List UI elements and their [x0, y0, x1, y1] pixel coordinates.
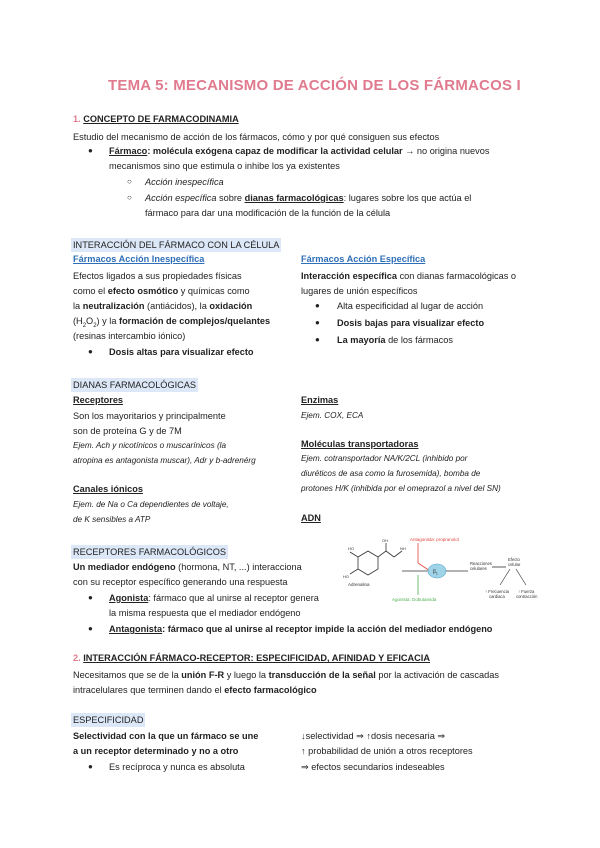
- t: ) y la: [96, 316, 120, 326]
- esp-line2: lugares de unión específicos: [301, 286, 418, 296]
- term-agonista: Agonista: [109, 593, 149, 603]
- sec2-para-line1: [73, 668, 499, 682]
- t: efecto osmótico: [107, 286, 179, 296]
- arrow-line: [516, 569, 526, 585]
- section-title: INTERACCIÓN FÁRMACO-RECEPTOR: ESPECIFICIDAD, AFINIDAD Y EFICACIA: [83, 653, 430, 663]
- frecuencia-label-2: cardiaca: [489, 594, 505, 599]
- bullet-icon: ●: [88, 624, 93, 633]
- term-antagonista: Antagonista: [109, 624, 163, 634]
- t: : fármaco que al unirse al receptor impide la acción del mediador endógeno: [162, 624, 493, 634]
- mol-line2: diuréticos de asa como la furosemida), bomba de: [301, 469, 481, 478]
- def-farmaco-rest: → no origina nuevos: [402, 146, 490, 156]
- section-number: 2.: [73, 653, 81, 663]
- rec-line3: Ejem. Ach y nicotínicos o muscarínicos (la: [73, 441, 227, 450]
- bullet-icon: ●: [315, 335, 320, 344]
- inesp-line5: (resinas intercambio iónico): [73, 331, 186, 341]
- enz-line1: Ejem. COX, ECA: [301, 411, 364, 420]
- t: unión F-R: [181, 670, 225, 680]
- antagonist-label: Antagonista: propranolol: [410, 537, 459, 542]
- efecto-label-1: Efecto: [508, 557, 520, 562]
- fuerza-label-1: ↑ Fuerza: [518, 589, 535, 594]
- sub-inespecifica: Acción inespecífica: [145, 177, 224, 187]
- bullet-icon: ●: [88, 593, 93, 602]
- especificidad-heading: ESPECIFICIDAD: [73, 715, 144, 725]
- fuerza-label-2: contracción: [516, 594, 538, 599]
- circle-bullet-icon: ○: [127, 177, 132, 186]
- rec-line4: atropina es antagonista muscar), Adr y b-adrenérg: [73, 456, 256, 465]
- t: por la activación de cascadas: [375, 670, 499, 680]
- section-2-heading: [73, 651, 430, 665]
- section-title: CONCEPTO DE FARMACODINAMIA: [83, 114, 239, 124]
- agonist-label: Agonista: Dobutamida: [392, 597, 437, 602]
- adn-title: ADN: [301, 513, 321, 523]
- t: oxidación: [209, 301, 253, 311]
- receptores-heading: RECEPTORES FARMACOLÓGICOS: [73, 547, 226, 557]
- t: transducción de la señal: [268, 670, 376, 680]
- bullet-icon: ●: [88, 347, 93, 356]
- t: O: [86, 316, 94, 326]
- enzimas-title: Enzimas: [301, 395, 339, 405]
- espec-line1: Selectividad con la que un fármaco se une: [73, 731, 259, 741]
- section-number: 1.: [73, 114, 81, 124]
- t: intracelulares que terminen dando el: [73, 685, 225, 695]
- sub-especifica: [145, 191, 471, 205]
- espec-right2: ↑ probabilidad de unión a otros receptores: [301, 746, 473, 756]
- farmaco-definition: [109, 144, 489, 158]
- svg-text:HO: HO: [343, 574, 349, 579]
- t: 2: [82, 322, 87, 329]
- inesp-dosis: Dosis altas para visualizar efecto: [109, 347, 254, 357]
- t: : fármaco que al unirse al receptor genera: [148, 593, 319, 603]
- t: de los fármacos: [385, 335, 453, 345]
- svg-text:NH: NH: [400, 546, 406, 551]
- espec-right1: ↓selectividad ⇒ ↑dosis necesaria ⇒: [301, 731, 446, 741]
- frecuencia-label-1: ↑ Frecuencia: [485, 589, 509, 594]
- t: formación de complejos/quelantes: [119, 316, 271, 326]
- sub-especifica-join: sobre: [216, 193, 245, 203]
- bullet-icon: ●: [88, 146, 93, 155]
- t: (hormona, NT, ...) interacciona: [175, 562, 302, 572]
- svg-text:HO: HO: [348, 546, 354, 551]
- bullet-icon: ●: [315, 318, 320, 327]
- sub-especifica-def: : lugares sobre los que actúa el: [343, 193, 472, 203]
- reacciones-label-2: celulares: [470, 566, 487, 571]
- t: Necesitamos que se de la: [73, 670, 182, 680]
- receptores-line1: [73, 560, 302, 574]
- arrow-line: [500, 569, 510, 585]
- interaccion-heading: INTERACCIÓN DEL FÁRMACO CON LA CÉLULA: [73, 240, 280, 250]
- rec-line2: son de proteína G y de 7M: [73, 426, 182, 436]
- term-farmaco: Fármaco: [109, 146, 148, 156]
- canales-title: Canales iónicos: [73, 484, 143, 494]
- esp-bullet3: [337, 333, 453, 347]
- receptores-title: Receptores: [73, 395, 124, 405]
- espec-line3: Es recíproca y nunca es absoluta: [109, 762, 245, 772]
- section-1-heading: [73, 112, 239, 126]
- antagonista-def: [109, 622, 492, 636]
- efecto-label-2: celular: [508, 562, 521, 567]
- t: y químicas como: [178, 286, 250, 296]
- svg-text:OH: OH: [382, 538, 388, 543]
- page-title: TEMA 5: MECANISMO DE ACCIÓN DE LOS FÁRMACOS I: [108, 77, 521, 94]
- t: efecto farmacológico: [224, 685, 317, 695]
- receptores-line2: con su receptor específico generando una respuesta: [73, 577, 288, 587]
- can-line2: de K sensibles a ATP: [73, 515, 151, 524]
- inesp-line2: [73, 284, 250, 298]
- t: La mayoría: [337, 335, 386, 345]
- receptor-label: β: [433, 569, 436, 575]
- reacciones-label-1: Reacciones: [470, 561, 492, 566]
- t: (antiácidos), la: [144, 301, 210, 311]
- term-dianas: dianas farmacológicas: [244, 193, 344, 203]
- sub-especifica-line2: fármaco para dar una modificación de la función de la célula: [145, 208, 391, 218]
- espec-right3: ⇒ efectos secundarios indeseables: [301, 762, 445, 772]
- mol-line3: protones H/K (inhibida por el omeprazol a nivel del SN): [301, 484, 501, 493]
- rec-line1: Son los mayoritarios y principalmente: [73, 411, 226, 421]
- esp-bullet1: Alta especificidad al lugar de acción: [337, 301, 484, 311]
- inesp-line1: Efectos ligados a sus propiedades físicas: [73, 271, 242, 281]
- t: Un mediador endógeno: [73, 562, 176, 572]
- def-farmaco: : molécula exógena capaz de modificar la actividad celular: [147, 146, 403, 156]
- especifica-title: Fármacos Acción Específica: [301, 254, 426, 264]
- adrenalina-molecule: [350, 543, 402, 575]
- inesp-line3: [73, 299, 252, 313]
- intro-text: Estudio del mecanismo de acción de los fármacos, cómo y por qué consiguen sus efectos: [73, 132, 440, 142]
- agonista-line2: la misma respuesta que el mediador endógeno: [109, 608, 301, 618]
- t: (H: [73, 316, 83, 326]
- t: 2: [93, 322, 97, 329]
- agonista-def: [109, 591, 319, 605]
- bullet-icon: ●: [315, 301, 320, 310]
- esp-bullet2: Dosis bajas para visualizar efecto: [337, 318, 485, 328]
- t: con dianas farmacológicas o: [397, 271, 517, 281]
- sub-especifica-term: Acción específica: [145, 193, 217, 203]
- receptor-sub: 1: [435, 571, 438, 576]
- dianas-heading: DIANAS FARMACOLÓGICAS: [73, 380, 197, 390]
- receptor-diagram: [340, 535, 540, 615]
- espec-line2: a un receptor determinado y no a otro: [73, 746, 239, 756]
- inespecifica-title: Fármacos Acción Inespecífica: [73, 254, 205, 264]
- farmaco-line2: mecanismos sino que estimula o inhibe los ya existentes: [109, 161, 340, 171]
- adrenalina-label: Adrenalina: [348, 582, 370, 587]
- t: y luego la: [224, 670, 269, 680]
- bullet-icon: ●: [88, 762, 93, 771]
- mol-line1: Ejem. cotransportador NA/K/2CL (inhibido por: [301, 454, 468, 463]
- circle-bullet-icon: ○: [127, 193, 132, 202]
- t: la: [73, 301, 83, 311]
- t: como el: [73, 286, 108, 296]
- sec2-para-line2: [73, 683, 317, 697]
- can-line1: Ejem. de Na o Ca dependientes de voltaje,: [73, 500, 229, 509]
- esp-line1: [301, 269, 516, 283]
- t: Interacción específica: [301, 271, 398, 281]
- t: neutralización: [82, 301, 145, 311]
- moleculas-title: Moléculas transportadoras: [301, 439, 419, 449]
